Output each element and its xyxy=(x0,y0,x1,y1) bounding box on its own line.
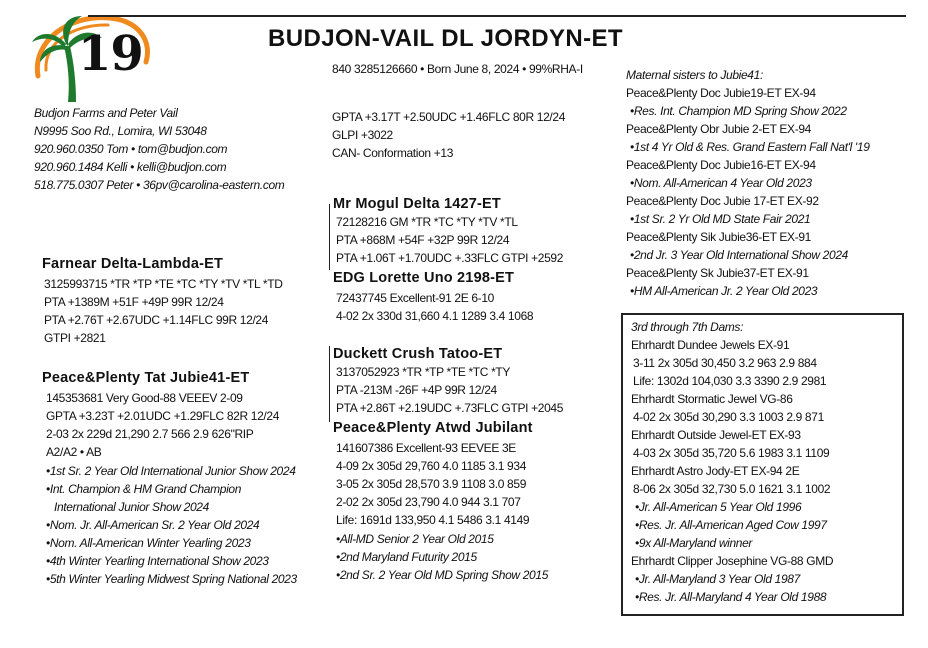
birth-line: 840 3285126660 • Born June 8, 2024 • 99%RHA-I xyxy=(332,62,583,76)
ancestor-name: Ehrhardt Astro Jody-ET EX-94 2E xyxy=(631,464,800,478)
sire-line: PTA +1389M +51F +49P 99R 12/24 xyxy=(44,295,224,309)
ancestor-name: Ehrhardt Dundee Jewels EX-91 xyxy=(631,338,790,352)
dam-honor: International Junior Show 2024 xyxy=(54,500,209,514)
genomic-line: GPTA +3.17T +2.50UDC +1.46FLC 80R 12/24 xyxy=(332,110,566,124)
ancestor-name: Ehrhardt Stormatic Jewel VG-86 xyxy=(631,392,793,406)
sire-dam-name: EDG Lorette Uno 2198-ET xyxy=(333,270,515,286)
consignor-line: N9995 Soo Rd., Lomira, WI 53048 xyxy=(34,124,207,138)
dams-box-heading: 3rd through 7th Dams: xyxy=(631,320,744,334)
sister-note: •1st Sr. 2 Yr Old MD State Fair 2021 xyxy=(630,212,811,226)
pedigree-bracket xyxy=(329,346,330,422)
dam-details xyxy=(46,389,279,461)
sister-name: Peace&Plenty Doc Jubie 17-ET EX-92 xyxy=(626,194,819,208)
dam-dam-line: 2-02 2x 305d 23,790 4.0 944 3.1 707 xyxy=(336,495,521,509)
dam-dam-honor: •2nd Sr. 2 Year Old MD Spring Show 2015 xyxy=(336,568,549,582)
sire-sire-name: Mr Mogul Delta 1427-ET xyxy=(333,196,501,212)
dam-dam-honor: •All-MD Senior 2 Year Old 2015 xyxy=(336,532,494,546)
ancestor-record: 8-06 2x 305d 32,730 5.0 1621 3.1 1002 xyxy=(633,482,831,496)
dam-sire-details xyxy=(336,363,563,417)
dam-sire-name: Duckett Crush Tatoo-ET xyxy=(333,346,503,362)
sire-line: 3125993715 *TR *TP *TE *TC *TY *TV *TL *TD xyxy=(44,277,283,291)
sister-name: Peace&Plenty Sk Jubie37-ET EX-91 xyxy=(626,266,809,280)
ancestor-name: Ehrhardt Outside Jewel-ET EX-93 xyxy=(631,428,801,442)
dam-dam-line: 3-05 2x 305d 28,570 3.9 1108 3.0 859 xyxy=(336,477,527,491)
ancestor-honor: •9x All-Maryland winner xyxy=(635,536,753,550)
maternal-sisters-heading: Maternal sisters to Jubie41: xyxy=(626,68,763,82)
consignor-line: 518.775.0307 Peter • 36pv@carolina-eastern.com xyxy=(34,178,285,192)
dam-honor: •1st Sr. 2 Year Old International Junior Show 2024 xyxy=(46,464,296,478)
palm-trunk xyxy=(64,46,76,102)
sire-line: GTPI +2821 xyxy=(44,331,106,345)
dam-dam-line: Life: 1691d 133,950 4.1 5486 3.1 4149 xyxy=(336,513,530,527)
sister-name: Peace&Plenty Doc Jubie19-ET EX-94 xyxy=(626,86,816,100)
dam-honor: •4th Winter Yearling International Show 2023 xyxy=(46,554,269,568)
dams-box-content xyxy=(631,318,833,606)
dam-honor: •Nom. All-American Winter Yearling 2023 xyxy=(46,536,251,550)
dam-dam-name: Peace&Plenty Atwd Jubilant xyxy=(333,420,533,436)
dam-dam-line: 141607386 Excellent-93 EEVEE 3E xyxy=(336,441,516,455)
dam-dam-details xyxy=(336,439,529,529)
dam-dam-honors xyxy=(336,530,548,584)
ancestor-name: Ehrhardt Clipper Josephine VG-88 GMD xyxy=(631,554,834,568)
sire-name: Farnear Delta-Lambda-ET xyxy=(42,256,224,272)
sire-dam-line: 4-02 2x 330d 31,660 4.1 1289 3.4 1068 xyxy=(336,309,534,323)
dam-honor: •Nom. Jr. All-American Sr. 2 Year Old 2024 xyxy=(46,518,260,532)
dam-line: A2/A2 • AB xyxy=(46,445,102,459)
ancestor-honor: •Res. Jr. All-Maryland 4 Year Old 1988 xyxy=(635,590,827,604)
sire-sire-details xyxy=(336,213,563,267)
consignor-line: 920.960.1484 Kelli • kelli@budjon.com xyxy=(34,160,227,174)
sire-sire-line: 72128216 GM *TR *TC *TY *TV *TL xyxy=(336,215,518,229)
ancestor-record: 4-03 2x 305d 35,720 5.6 1983 3.1 1109 xyxy=(633,446,830,460)
ancestor-honor: •Jr. All-Maryland 3 Year Old 1987 xyxy=(635,572,800,586)
sister-name: Peace&Plenty Doc Jubie16-ET EX-94 xyxy=(626,158,816,172)
animal-genomics xyxy=(332,108,565,162)
sire-details xyxy=(44,275,283,347)
pedigree-bracket xyxy=(329,204,330,270)
dam-sire-line: PTA +2.86T +2.19UDC +.73FLC GTPI +2045 xyxy=(336,401,564,415)
dam-sire-line: PTA -213M -26F +4P 99R 12/24 xyxy=(336,383,497,397)
ancestor-record: 3-11 2x 305d 30,450 3.2 963 2.9 884 xyxy=(633,356,817,370)
dam-line: GPTA +3.23T +2.01UDC +1.29FLC 82R 12/24 xyxy=(46,409,280,423)
genomic-line: CAN- Conformation +13 xyxy=(332,146,454,160)
sire-dam-line: 72437745 Excellent-91 2E 6-10 xyxy=(336,291,494,305)
dam-line: 2-03 2x 229d 21,290 2.7 566 2.9 626"RIP xyxy=(46,427,254,441)
sister-name: Peace&Plenty Obr Jubie 2-ET EX-94 xyxy=(626,122,811,136)
sire-line: PTA +2.76T +2.67UDC +1.14FLC 99R 12/24 xyxy=(44,313,269,327)
lot-number: 19 xyxy=(78,26,143,82)
consignor-line: 920.960.0350 Tom • tom@budjon.com xyxy=(34,142,228,156)
consignor-line: Budjon Farms and Peter Vail xyxy=(34,106,178,120)
dam-honors xyxy=(46,462,297,588)
sire-sire-line: PTA +868M +54F +32P 99R 12/24 xyxy=(336,233,510,247)
dam-dam-line: 4-09 2x 305d 29,760 4.0 1185 3.1 934 xyxy=(336,459,527,473)
consignor-info xyxy=(34,104,284,194)
dam-name: Peace&Plenty Tat Jubie41-ET xyxy=(42,370,250,386)
dam-dam-honor: •2nd Maryland Futurity 2015 xyxy=(336,550,477,564)
maternal-sisters-section xyxy=(626,66,870,300)
ancestor-record: 4-02 2x 305d 30,290 3.3 1003 2.9 871 xyxy=(633,410,824,424)
animal-name: BUDJON-VAIL DL JORDYN-ET xyxy=(268,25,623,52)
dam-line: 145353681 Very Good-88 VEEEV 2-09 xyxy=(46,391,243,405)
sister-note: •2nd Jr. 3 Year Old International Show 2024 xyxy=(630,248,848,262)
sister-note: •HM All-American Jr. 2 Year Old 2023 xyxy=(630,284,818,298)
dam-honor: •5th Winter Yearling Midwest Spring National 2023 xyxy=(46,572,297,586)
top-rule xyxy=(88,15,906,17)
sister-note: •1st 4 Yr Old & Res. Grand Eastern Fall Nat'l '19 xyxy=(630,140,870,154)
ancestor-honor: •Jr. All-American 5 Year Old 1996 xyxy=(635,500,802,514)
ancestor-record: Life: 1302d 104,030 3.3 3390 2.9 2981 xyxy=(633,374,827,388)
sister-name: Peace&Plenty Sik Jubie36-ET EX-91 xyxy=(626,230,812,244)
dam-sire-line: 3137052923 *TR *TP *TE *TC *TY xyxy=(336,365,511,379)
sire-sire-line: PTA +1.06T +1.70UDC +.33FLC GTPI +2592 xyxy=(336,251,564,265)
ancestor-honor: •Res. Jr. All-American Aged Cow 1997 xyxy=(635,518,827,532)
sire-dam-details xyxy=(336,289,533,325)
genomic-line: GLPI +3022 xyxy=(332,128,393,142)
sister-note: •Nom. All-American 4 Year Old 2023 xyxy=(630,176,812,190)
sister-note: •Res. Int. Champion MD Spring Show 2022 xyxy=(630,104,847,118)
dam-honor: •Int. Champion & HM Grand Champion xyxy=(46,482,242,496)
